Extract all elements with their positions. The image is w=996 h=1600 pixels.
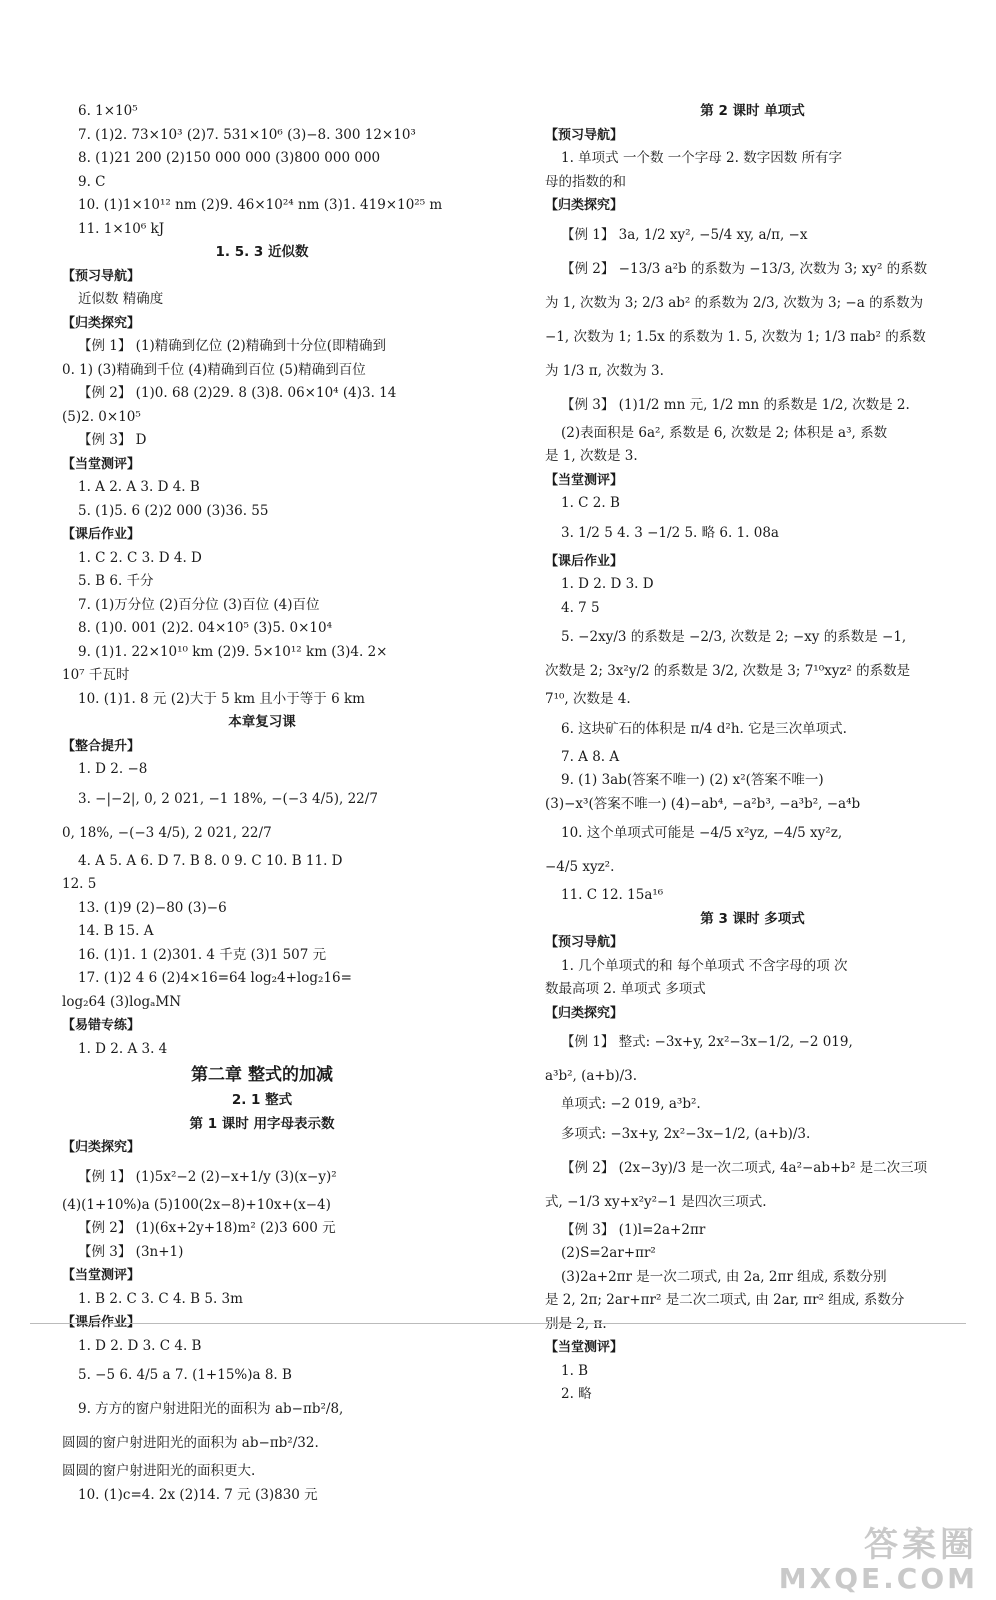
answer-line: −4/5 xyz². [545,859,615,875]
answer-line: 为 1, 次数为 3; 2/3 ab² 的系数为 2/3, 次数为 3; −a 的系数为 [545,294,924,311]
page-fold-divider [30,1323,966,1324]
answer-line: 【例 3】 (1)l=2a+2πr [561,1221,706,1238]
answer-line: 【例 1】 (1)精确到亿位 (2)精确到十分位(即精确到 [78,338,386,354]
section-tag: 【预习导航】 [62,268,141,284]
section-heading: 第 1 课时 用字母表示数 [189,1115,335,1132]
section-heading: 第 2 课时 单项式 [700,103,805,119]
answer-line: 别是 2, π. [545,1315,607,1332]
section-heading: 1. 5. 3 近似数 [215,244,309,260]
answer-line: 8. (1)21 200 (2)150 000 000 (3)800 000 000 [78,150,381,166]
answer-line: 式, −1/3 xy+x²y²−1 是四次三项式. [545,1193,767,1210]
answer-line: 10. 这个单项式可能是 −4/5 x²yz, −4/5 xy²z, [561,825,843,841]
answer-line: 9. 方方的窗户射进阳光的面积为 ab−πb²/8, [78,1401,344,1417]
right-column [545,100,960,1407]
answer-line: log₂64 (3)logₐMN [62,993,182,1010]
answer-line: 17. (1)2 4 6 (2)4×16=64 log₂4+log₂16= [78,970,352,986]
answer-line: 为 1/3 π, 次数为 3. [545,362,664,379]
answer-line: 14. B 15. A [78,923,154,939]
answer-line: 7¹⁰, 次数是 4. [545,691,631,707]
answer-line: 【例 2】 (1)0. 68 (2)29. 8 (3)8. 06×10⁴ (4)3. 14 [78,385,397,401]
section-tag: 【当堂测评】 [545,1340,624,1355]
answer-line: 1. 几个单项式的和 每个单项式 不含字母的项 次 [561,957,848,974]
answer-line: 5. B 6. 千分 [78,573,154,589]
answer-line: 1. B 2. C 3. C 4. B 5. 3m [78,1290,243,1307]
answer-line: 4. A 5. A 6. D 7. B 8. 0 9. C 10. B 11. D [78,852,343,869]
answer-line: 【例 2】 (2x−3y)/3 是一次二项式, 4a²−ab+b² 是二次三项 [561,1159,928,1176]
answer-line: 【例 2】 (1)(6x+2y+18)m² (2)3 600 元 [78,1220,336,1236]
answer-line: 1. B [561,1362,589,1379]
section-tag: 【整合提升】 [62,738,141,754]
answer-line: 6. 1×10⁵ [78,103,138,119]
answer-line: 11. 1×10⁶ kJ [78,220,165,237]
watermark [779,1526,978,1594]
answer-line: 0, 18%, −(−3 4/5), 2 021, 22/7 [62,824,272,841]
answer-line: 3. −|−2|, 0, 2 021, −1 18%, −(−3 4/5), 22/7 [78,790,378,807]
answer-line: 7. A 8. A [561,748,620,765]
section-tag: 【课后作业】 [545,553,624,569]
answer-line: 1. C 2. B [561,495,620,511]
answer-line: 近似数 精确度 [78,291,164,307]
answer-line: (2)S=2ar+πr² [561,1245,656,1261]
answer-line: 【例 3】 (3n+1) [78,1243,184,1260]
answer-line: (4)(1+10%)a (5)100(2x−8)+10x+(x−4) [62,1196,331,1213]
section-tag: 【课后作业】 [62,1315,141,1330]
section-tag: 【预习导航】 [545,127,624,143]
answer-line: 10⁷ 千瓦时 [62,667,130,683]
answer-line: 圆圆的窗户射进阳光的面积为 ab−πb²/32. [62,1435,319,1451]
answer-line: 1. A 2. A 3. D 4. B [78,479,200,495]
answer-line: 【例 2】 −13/3 a²b 的系数为 −13/3, 次数为 3; xy² 的系数 [561,260,928,277]
answer-line: 12. 5 [62,876,97,892]
section-heading: 第二章 整式的加减 [191,1065,333,1085]
answer-line: 【例 1】 3a, 1/2 xy², −5/4 xy, a/π, −x [561,226,808,243]
answer-line: 是 2, 2π; 2ar+πr² 是二次二项式, 由 2ar, πr² 组成, 系数分 [545,1292,905,1308]
watermark-url: MXQE.COM [778,1562,978,1595]
answer-line: 0. 1) (3)精确到千位 (4)精确到百位 (5)精确到百位 [62,361,366,378]
answer-line: 【例 3】 D [78,432,147,448]
answer-line: 数最高项 2. 单项式 多项式 [545,981,706,997]
answer-line: 1. D 2. D 3. C 4. B [78,1337,202,1354]
answer-line: 多项式: −3x+y, 2x²−3x−1/2, (a+b)/3. [561,1125,811,1142]
answer-line: 5. −2xy/3 的系数是 −2/3, 次数是 2; −xy 的系数是 −1, [561,629,907,645]
answer-line: 1. D 2. A 3. 4 [78,1040,168,1057]
answer-line: 11. C 12. 15a¹⁶ [561,887,664,903]
answer-line: 9. C [78,173,106,190]
answer-line: 5. −5 6. 4/5 a 7. (1+15%)a 8. B [78,1367,292,1383]
section-tag: 【当堂测评】 [62,456,141,472]
section-tag: 【归类探究】 [545,1005,624,1021]
left-column [62,100,462,1507]
section-tag: 【易错专练】 [62,1018,141,1033]
answer-line: 13. (1)9 (2)−80 (3)−6 [78,899,227,916]
answer-line: (3)−x³(答案不唯一) (4)−ab⁴, −a²b³, −a³b², −a⁴b [545,795,861,812]
answer-line: 1. D 2. D 3. D [561,576,654,592]
answer-line: (2)表面积是 6a², 系数是 6, 次数是 2; 体积是 a³, 系数 [561,424,888,441]
answer-line: 【例 3】 (1)1/2 mn 元, 1/2 mn 的系数是 1/2, 次数是 2. [561,396,910,413]
answer-line: 2. 略 [561,1386,592,1402]
answer-line: 16. (1)1. 1 (2)301. 4 千克 (3)1 507 元 [78,946,327,963]
answer-line: 7. (1)万分位 (2)百分位 (3)百位 (4)百位 [78,596,320,613]
section-tag: 【归类探究】 [62,1140,141,1155]
answer-line: 【例 1】 (1)5x²−2 (2)−x+1/y (3)(x−y)² [78,1168,337,1185]
answer-line: 3. 1/2 5 4. 3 −1/2 5. 略 6. 1. 08a [561,524,779,541]
answer-line: 9. (1) 3ab(答案不唯一) (2) x²(答案不唯一) [561,772,824,788]
section-heading: 2. 1 整式 [231,1092,293,1108]
section-tag: 【归类探究】 [62,315,141,331]
answer-line: 7. (1)2. 73×10³ (2)7. 531×10⁶ (3)−8. 300 12×10³ [78,126,416,143]
answer-line: 1. 单项式 一个数 一个字母 2. 数字因数 所有字 [561,150,843,166]
answer-line: 5. (1)5. 6 (2)2 000 (3)36. 55 [78,502,269,519]
answer-line: 9. (1)1. 22×10¹⁰ km (2)9. 5×10¹² km (3)4. 2× [78,643,388,660]
answer-line: 4. 7 5 [561,599,600,616]
answer-line: 6. 这块矿石的体积是 π/4 d²h. 它是三次单项式. [561,720,847,737]
answer-line: 1. D 2. −8 [78,761,148,777]
section-tag: 【预习导航】 [545,935,624,950]
answer-line: 1. C 2. C 3. D 4. D [78,549,202,566]
watermark-logo: 答案圈 [864,1525,978,1565]
answer-line: 单项式: −2 019, a³b². [561,1096,701,1112]
section-heading: 本章复习课 [228,714,296,730]
answer-line: 8. (1)0. 001 (2)2. 04×10⁵ (3)5. 0×10⁴ [78,620,332,636]
answer-line: 次数是 2; 3x²y/2 的系数是 3/2, 次数是 3; 7¹⁰xyz² 的系数是 [545,663,911,679]
answer-line: 10. (1)1×10¹² nm (2)9. 46×10²⁴ nm (3)1. 419×10²⁵ m [78,197,443,213]
answer-line: 10. (1)c=4. 2x (2)14. 7 元 (3)830 元 [78,1486,318,1503]
answer-line: 【例 1】 整式: −3x+y, 2x²−3x−1/2, −2 019, [561,1034,853,1050]
answer-line: (5)2. 0×10⁵ [62,408,141,425]
answer-line: (3)2a+2πr 是一次二项式, 由 2a, 2πr 组成, 系数分别 [561,1268,887,1285]
answer-line: −1, 次数为 1; 1.5x 的系数为 1. 5, 次数为 1; 1/3 πab² 的系数 [545,328,926,345]
section-tag: 【归类探究】 [545,198,624,213]
answer-line: 是 1, 次数是 3. [545,448,638,464]
answer-line: 10. (1)1. 8 元 (2)大于 5 km 且小于等于 6 km [78,690,365,707]
section-heading: 第 3 课时 多项式 [700,910,805,927]
section-tag: 【当堂测评】 [545,472,624,488]
answer-line: 圆圆的窗户射进阳光的面积更大. [62,1463,256,1479]
section-tag: 【当堂测评】 [62,1268,141,1283]
section-tag: 【课后作业】 [62,527,141,542]
answer-line: 母的指数的和 [545,173,626,190]
answer-line: a³b², (a+b)/3. [545,1068,638,1084]
